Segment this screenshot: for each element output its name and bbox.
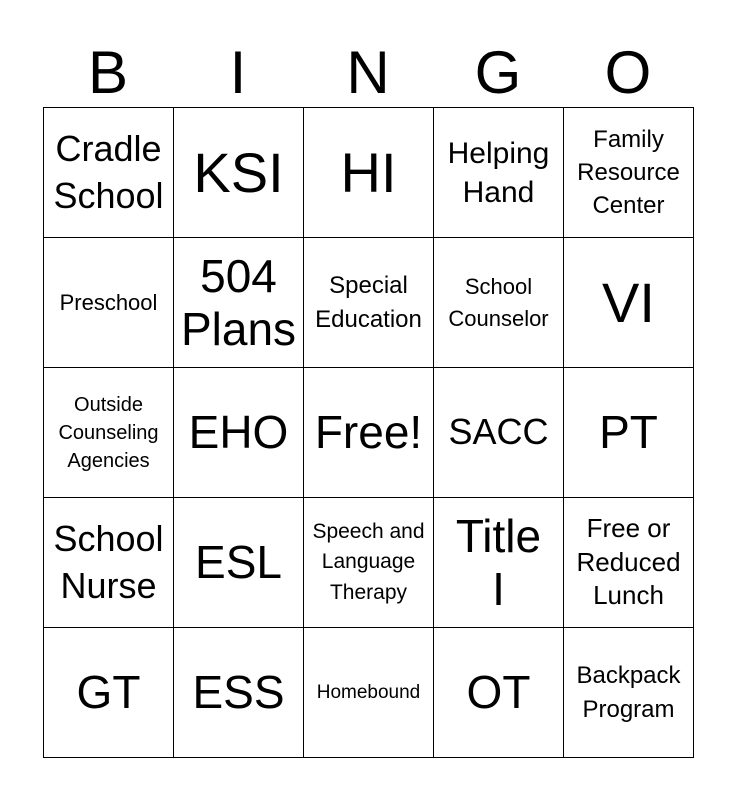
bingo-cell-5-2[interactable] bbox=[174, 628, 304, 758]
cell-label: Family Resource Center bbox=[577, 125, 680, 220]
bingo-cell-2-1[interactable] bbox=[44, 238, 174, 368]
bingo-cell-1-5[interactable] bbox=[564, 108, 694, 238]
cell-label: Backpack Program bbox=[576, 662, 681, 723]
bingo-cell-4-5[interactable] bbox=[564, 498, 694, 628]
cell-label: Cradle School bbox=[53, 127, 164, 216]
bingo-cell-2-4[interactable] bbox=[434, 238, 564, 368]
cell-label: ESS bbox=[192, 666, 285, 719]
cell-label: PT bbox=[599, 406, 658, 459]
cell-label: Homebound bbox=[316, 681, 421, 703]
header-letter-o: O bbox=[604, 39, 652, 106]
cell-label: SACC bbox=[448, 411, 549, 453]
cell-label: GT bbox=[76, 666, 141, 719]
bingo-cell-3-4[interactable] bbox=[434, 368, 564, 498]
cell-label: Free or Reduced Lunch bbox=[576, 512, 681, 611]
cell-label: KSI bbox=[193, 140, 284, 204]
bingo-cell-4-1[interactable] bbox=[44, 498, 174, 628]
cell-label: Free! bbox=[314, 406, 423, 459]
cell-label: Title I bbox=[455, 509, 542, 615]
bingo-cell-3-2[interactable] bbox=[174, 368, 304, 498]
header-letter-b: B bbox=[87, 39, 129, 106]
bingo-cell-1-1[interactable] bbox=[44, 108, 174, 238]
bingo-cell-5-3[interactable] bbox=[304, 628, 434, 758]
cell-label: HI bbox=[340, 140, 397, 204]
cell-label: OT bbox=[466, 666, 531, 719]
cell-label: Preschool bbox=[59, 289, 158, 315]
bingo-header bbox=[43, 38, 693, 108]
bingo-cell-4-3[interactable] bbox=[304, 498, 434, 628]
cell-label: 504 Plans bbox=[180, 249, 297, 355]
cell-label: Helping Hand bbox=[447, 136, 550, 209]
bingo-board bbox=[43, 107, 694, 758]
bingo-cell-4-4[interactable] bbox=[434, 498, 564, 628]
cell-label: ESL bbox=[195, 536, 282, 589]
bingo-cell-3-3[interactable] bbox=[304, 368, 434, 498]
header-letter-i: I bbox=[229, 39, 247, 106]
bingo-cell-5-1[interactable] bbox=[44, 628, 174, 758]
cell-label: School Counselor bbox=[448, 273, 549, 331]
bingo-cell-3-1[interactable] bbox=[44, 368, 174, 498]
bingo-cell-4-2[interactable] bbox=[174, 498, 304, 628]
bingo-cell-5-5[interactable] bbox=[564, 628, 694, 758]
bingo-cell-3-5[interactable] bbox=[564, 368, 694, 498]
bingo-cell-2-3[interactable] bbox=[304, 238, 434, 368]
cell-label: School Nurse bbox=[53, 517, 164, 606]
bingo-cell-1-2[interactable] bbox=[174, 108, 304, 238]
bingo-cell-5-4[interactable] bbox=[434, 628, 564, 758]
cell-label: Speech and Language Therapy bbox=[312, 519, 425, 604]
header-letter-n: N bbox=[346, 39, 390, 106]
cell-label: VI bbox=[602, 270, 655, 334]
cell-label: EHO bbox=[188, 406, 289, 459]
bingo-cell-2-2[interactable] bbox=[174, 238, 304, 368]
bingo-cell-2-5[interactable] bbox=[564, 238, 694, 368]
header-letter-g: G bbox=[474, 39, 522, 106]
cell-label: Special Education bbox=[315, 272, 422, 333]
cell-label: Outside Counseling Agencies bbox=[58, 393, 159, 472]
bingo-cell-1-3[interactable] bbox=[304, 108, 434, 238]
bingo-cell-1-4[interactable] bbox=[434, 108, 564, 238]
